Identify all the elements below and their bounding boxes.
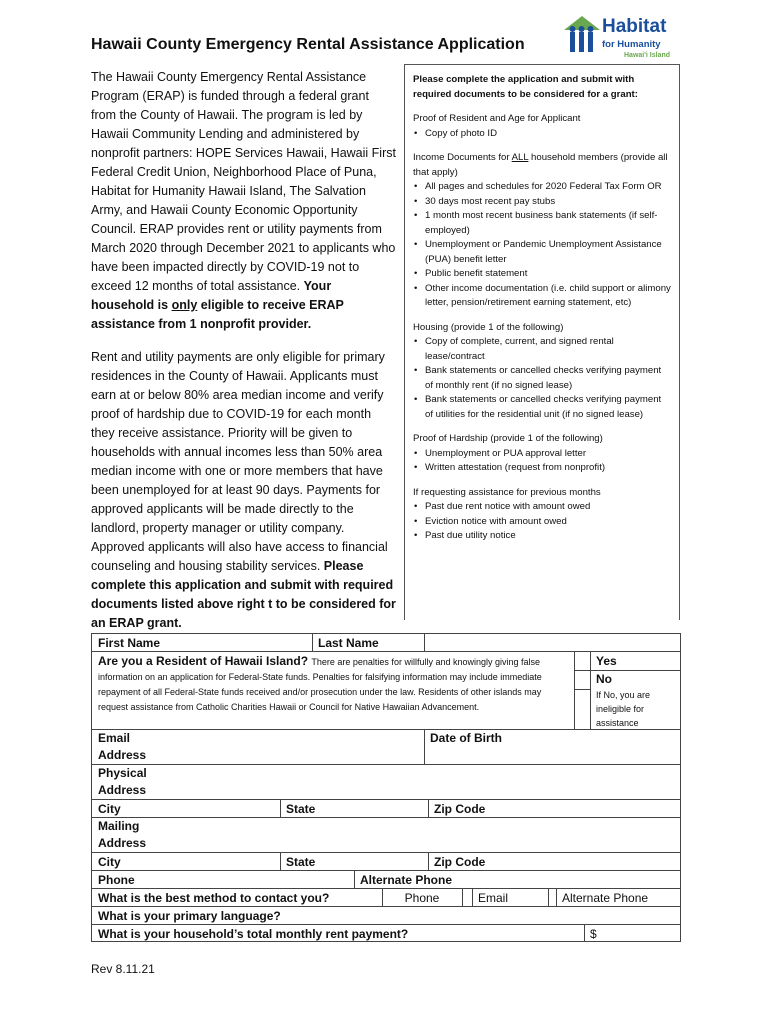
mailing-city-field[interactable]: City (98, 855, 121, 869)
document-list-item: • Bank statements or cancelled checks verifying payment of utilities for the residential unit (if no signed lease) (425, 393, 671, 422)
contact-method-row (91, 888, 681, 906)
contact-phone-option[interactable]: Phone (404, 891, 440, 905)
mailing-city-row (91, 852, 681, 870)
phone-row (91, 870, 681, 888)
physical-address-row (91, 764, 681, 799)
resident-no-option[interactable]: No (596, 672, 612, 686)
document-list-item: • 1 month most recent business bank statements (if self-employed) (425, 209, 671, 238)
rent-row (91, 924, 681, 942)
mailing-state-field[interactable]: State (286, 855, 316, 869)
zip-code-field[interactable]: Zip Code (434, 802, 486, 816)
docs-section-hardship: Proof of Hardship (provide 1 of the following) • Unemployment or PUA approval letter • Written attestation (request from nonprofit) (413, 432, 671, 476)
logo-region: Hawai'i Island (624, 52, 671, 59)
city-field[interactable]: City (98, 802, 121, 816)
phone-field[interactable]: Phone (98, 873, 135, 887)
resident-no-note: If No, you are ineligible for assistance (596, 690, 651, 728)
document-list-item: • Eviction notice with amount owed (425, 515, 671, 530)
alternate-phone-field[interactable]: Alternate Phone (360, 873, 453, 887)
language-row (91, 906, 681, 924)
monthly-rent-field[interactable]: $ (590, 927, 597, 941)
document-list (413, 180, 671, 311)
document-list-item: • Past due rent notice with amount owed (425, 500, 671, 515)
docs-section-id: Proof of Resident and Age for Applicant • Copy of photo ID (413, 112, 671, 141)
resident-yes-option[interactable]: Yes (596, 654, 617, 668)
intro-paragraph-2: Rent and utility payments are only eligible for primary residences in the County of Hawaii. Applicants must earn at or below 80% area median income and verify proof of hardship due to COVID-19 for each month they receive assistance. Priority will be given to households with annual incomes less than 50% area median income with one or more members that have been unemployed for at least 90 days. Payments for approved applicants will be made directly to the landlord, property manager or utility company. Approved applicants will also have access to financial counseling and housing stability services. Please complete this application and submit with required documents listed above right t to be considered for an ERAP grant. (91, 350, 396, 630)
document-list (413, 127, 671, 142)
house-logo-icon (562, 14, 602, 54)
resident-question: Are you a Resident of Hawaii Island? There are penalties for willfully and knowingly giving false information on an application for Federal-State funds. Penalties for falsifying information may include immediate repayment of all Federal-State funds received and/or prosecution under the law. Residents of other islands may request assistance from Catholic Charities Hawaii or Council for Native Hawaiian Advancement. (98, 654, 542, 712)
last-name-field[interactable]: Last Name (318, 636, 379, 650)
required-documents-box (404, 64, 680, 620)
docs-section-previous: If requesting assistance for previous months • Past due rent notice with amount owed • Eviction notice with amount owed • Past due utility notice (413, 486, 671, 544)
document-list (413, 447, 671, 476)
document-list (413, 335, 671, 422)
document-list-item: • Unemployment or Pandemic Unemployment Assistance (PUA) benefit letter (425, 238, 671, 267)
city-row (91, 799, 681, 817)
email-address-field[interactable]: Email Address (98, 731, 147, 762)
intro-text (91, 68, 397, 647)
contact-email-option[interactable]: Email (478, 891, 509, 905)
contact-method-question: What is the best method to contact you? (98, 891, 330, 905)
mailing-address-row (91, 817, 681, 852)
logo-name: Habitat (602, 16, 667, 37)
docs-header: Please complete the application and submit with required documents to be considered for a grant: (413, 74, 638, 100)
name-row (91, 633, 681, 651)
document-list-item: • Unemployment or PUA approval letter (425, 447, 671, 462)
monthly-rent-question: What is your household’s total monthly rent payment? (98, 927, 409, 941)
document-list-item: • Public benefit statement (425, 267, 671, 282)
application-form (91, 633, 681, 942)
first-name-field[interactable]: First Name (98, 636, 161, 650)
habitat-logo (562, 14, 682, 66)
document-list-item: • Other income documentation (i.e. child support or alimony letter, pension/retirement earning statement, etc) (425, 282, 671, 311)
document-list-item: • Copy of photo ID (425, 127, 671, 142)
docs-section-housing: Housing (provide 1 of the following) • Copy of complete, current, and signed rental lease/contract • Bank statements or cancelled checks verifying payment of monthly rent (if no signed lease) • Bank statements or cancelled checks verifying payment of utilities for the residential unit (if no signed lease) (413, 321, 671, 423)
document-list-item: • Past due utility notice (425, 529, 671, 544)
email-row (91, 729, 681, 764)
contact-alternate-phone-option[interactable]: Alternate Phone (562, 891, 649, 905)
physical-address-field[interactable]: Physical Address (98, 766, 147, 797)
docs-section-income: Income Documents for ALL household members (provide all that apply) • All pages and schedules for 2020 Federal Tax Form OR • 30 days most recent pay stubs • 1 month most recent business bank statements (if self-employed) • Unemployment or Pandemic Unemployment Assistance (PUA) benefit letter • Public benefit statement • Other income documentation (i.e. child support or alimony letter, pension/retirement earning statement, etc) (413, 151, 671, 311)
document-list-item: • Written attestation (request from nonprofit) (425, 461, 671, 476)
revision-footer: Rev 8.11.21 (91, 962, 155, 976)
mailing-address-field[interactable]: Mailing Address (98, 819, 147, 850)
logo-sub: for Humanity (602, 39, 661, 50)
state-field[interactable]: State (286, 802, 316, 816)
document-list-item: • All pages and schedules for 2020 Federal Tax Form OR (425, 180, 671, 195)
date-of-birth-field[interactable]: Date of Birth (430, 731, 502, 745)
page-title: Hawaii County Emergency Rental Assistance Application (91, 36, 525, 53)
document-list (413, 500, 671, 544)
mailing-zip-code-field[interactable]: Zip Code (434, 855, 486, 869)
primary-language-field[interactable]: What is your primary language? (98, 909, 281, 923)
document-list-item: • Bank statements or cancelled checks verifying payment of monthly rent (if no signed lease) (425, 364, 671, 393)
document-list-item: • 30 days most recent pay stubs (425, 195, 671, 210)
resident-row (91, 651, 681, 729)
intro-paragraph-1: The Hawaii County Emergency Rental Assistance Program (ERAP) is funded through a federal grant from the County of Hawaii. The program is led by Hawaii Community Lending and administered by nonprofit partners: HOPE Services Hawaii, Hawaii First Federal Credit Union, Neighborhood Place of Puna, Habitat for Humanity Hawaii Island, The Salvation Army, and Hawaii County Economic Opportunity Council. ERAP provides rent or utility payments from March 2020 through December 2021 to applicants who have been impacted directly by COVID-19 not to exceed 12 months of total assistance. Your household is only eligible to receive ERAP assistance from 1 nonprofit provider. (91, 70, 396, 331)
document-list-item: • Copy of complete, current, and signed rental lease/contract (425, 335, 671, 364)
